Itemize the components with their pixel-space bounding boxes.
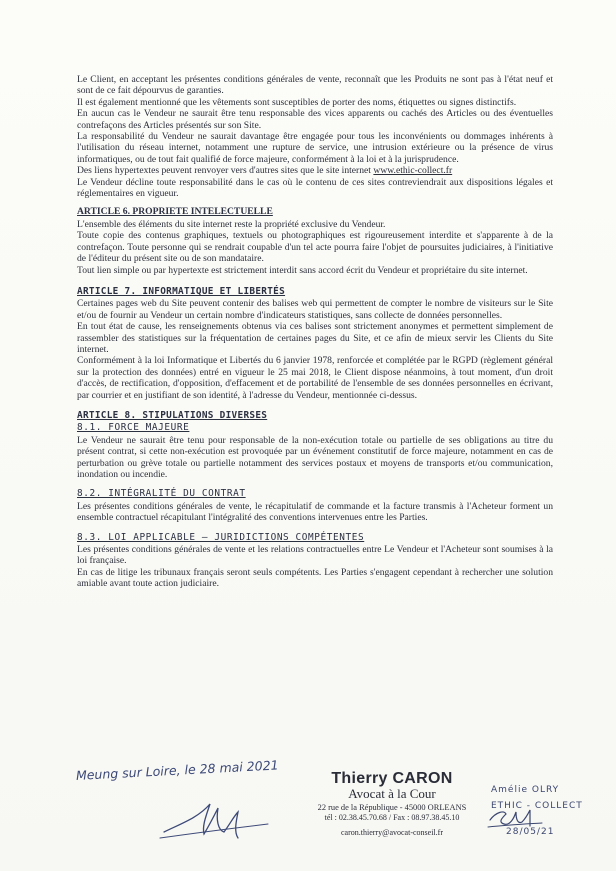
handwritten-client-name: Amélie OLRY [491,785,560,795]
article-6-paragraph: L'ensemble des éléments du site internet reste la propriété exclusive du Vendeur. [77,218,386,230]
article-7-paragraph: Conformément à la loi Informatique et Libertés du 6 janvier 1978, renforcée et complétée par le RGPD (règlement général sur la protection des données) entré en vigueur le 25 mai 2018, le Client dispose néanmoins, à tout moment, d'un droit d'accès, de rectification, d'opposition, d'effacement et de portabilité de l'ensemble de ses données personnelles en écrivant, par courrier et en justifiant de son identité, à l'adresse du Vendeur, mentionnée ci-dessus. [77,355,553,401]
intro-paragraph: Le Client, en acceptant les présentes conditions générales de vente, reconnaît que les Produits ne sont pas à l'état neuf et sont de ce fait dépourvus de garanties. [77,74,553,97]
section-8-2-heading: 8.2. INTÉGRALITÉ DU CONTRAT [77,488,246,500]
article-8-heading: ARTICLE 8. STIPULATIONS DIVERSES [77,409,268,421]
document-body [77,74,553,590]
stamp-email: caron.thierry@avocat-conseil.fr [341,828,443,837]
section-8-1-heading: 8.1. FORCE MAJEURE [77,422,190,434]
stamp-phone: tél : 02.38.45.70.68 / Fax : 08.97.38.45.10 [324,813,460,822]
article-7-heading: ARTICLE 7. INFORMATIQUE ET LIBERTÉS [77,285,286,297]
article-7-paragraph: Certaines pages web du Site peuvent contenir des balises web qui permettent de compter le nombre de visiteurs sur le Site et/ou de fournir au Vendeur un certain nombre d'indicateurs statistiques, sans collecte de données personnelles. [77,298,553,321]
stamp-name: Thierry CARON [331,770,453,787]
section-8-2-paragraph: Les présentes conditions générales de vente, le récapitulatif de commande et la facture transmis à l'Acheteur forment un ensemble contractuel récapitulant l'intégralité des conventions intervenues entre les Parties. [77,500,553,524]
links-paragraph [77,165,553,176]
handwritten-client-company: ETHIC - COLLECT [491,801,583,811]
stamp-address: 22 rue de la République - 45000 ORLEANS [317,803,467,812]
handwritten-client-date: 28/05/21 [506,827,555,837]
section-8-3-heading: 8.3. LOI APPLICABLE – JURIDICTIONS COMPÉTENTES [77,531,365,543]
intro-paragraph: En aucun cas le Vendeur ne saurait être tenu responsable des vices apparents ou cachés des Articles ou des éventuelles contrefaçons des Articles présentés sur son Site. [77,108,553,131]
lawyer-signature [158,794,278,844]
section-8-3-paragraph: En cas de litige les tribunaux français seront seuls compétents. Les Parties s'engagent cependant à rechercher une solution amiable avant toute action judiciaire. [77,566,553,590]
handwritten-place-date: Meung sur Loire, le 28 mai 2021 [75,757,279,783]
section-8-1-paragraph: Le Vendeur ne saurait être tenu pour responsable de la non-exécution totale ou partielle de ses obligations au titre du présent contrat, si cette non-exécution est provoquée par un événement constitutif de force majeure, notamment en cas de perturbation ou grève totale ou partielle notamment des services postaux et moyens de transports et/ou communication, inondation ou incendie. [77,434,553,480]
section-8-3-paragraph: Les présentes conditions générales de vente et les relations contractuelles entre Le Vendeur et l'Acheteur sont soumises à la loi française. [77,544,553,567]
lawyer-stamp [300,770,484,839]
intro-paragraph: Le Vendeur décline toute responsabilité dans le cas où le contenu de ces sites contreviendrait aux dispositions légales et réglementaires en vigueur. [77,176,553,200]
links-sentence: Des liens hypertextes peuvent renvoyer vers d'autres sites que le site internet [77,165,374,177]
article-6-paragraph: Toute copie des contenus graphiques, textuels ou photographiques est rigoureusement interdite et s'apparente à de la contrefaçon. Toute personne qui se rendrait coupable d'un tel acte pourra faire l'objet de poursuites judiciaires, à l'initiative de l'éditeur du présent site ou de son mandataire. [77,230,553,265]
article-6-heading: ARTICLE 6. PROPRIETE INTELECTUELLE [77,206,273,218]
article-6-paragraph: Tout lien simple ou par hypertexte est strictement interdit sans accord écrit du Vendeur et propriétaire du site internet. [77,264,528,276]
stamp-role: Avocat à la Cour [348,786,436,801]
intro-paragraph: Il est également mentionné que les vêtements sont susceptibles de porter des noms, étiquettes ou signes distinctifs. [77,96,517,108]
intro-paragraph: La responsabilité du Vendeur ne saurait davantage être engagée pour tous les inconvénients ou dommages inhérents à l'utilisation du réseau internet, notamment une rupture de service, une intrusion extérieure ou la présence de virus informatiques, ou de tout fait qualifié de force majeure, conformément à la loi et à la jurisprudence. [77,131,553,165]
site-link[interactable]: www.ethic-collect.fr [373,165,453,177]
article-7-paragraph: En tout état de cause, les renseignements obtenus via ces balises sont strictement anonymes et permettent simplement de rassembler des statistiques sur la fréquentation de certaines pages du Site, et ce afin de mieux servir les Clients du Site internet. [77,321,553,355]
